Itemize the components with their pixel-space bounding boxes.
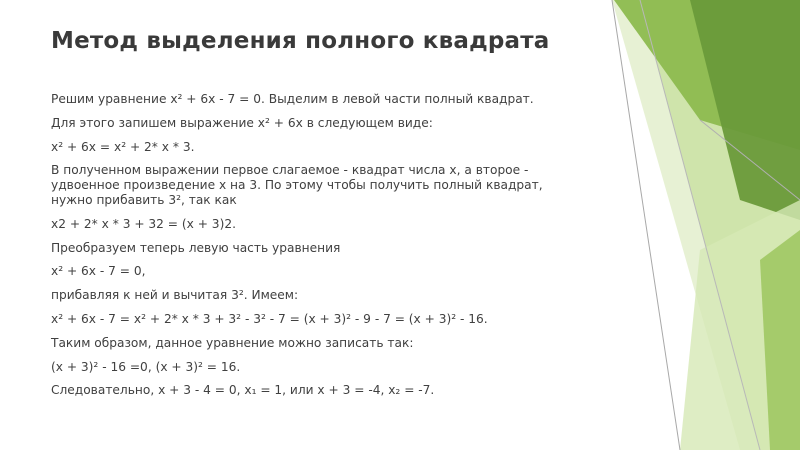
body-line-4: В полученном выражении первое слагаемое - квадрат числа x, а второе - <box>51 163 529 178</box>
body-line-3: x² + 6x = x² + 2* x * 3. <box>51 139 195 154</box>
slide-title: Метод выделения полного квадрата <box>51 28 550 54</box>
slide-body <box>51 92 591 407</box>
body-line-7: x2 + 2* x * 3 + 32 = (x + 3)2. <box>51 216 236 231</box>
body-line-14: Следовательно, x + 3 - 4 = 0, x₁ = 1, или x + 3 = -4, x₂ = -7. <box>51 383 435 398</box>
body-line-10: прибавляя к ней и вычитая 3². Имеем: <box>51 288 299 303</box>
body-line-8: Преобразуем теперь левую часть уравнения <box>51 240 341 255</box>
body-line-9: x² + 6x - 7 = 0, <box>51 264 146 279</box>
body-line-6: нужно прибавить 3², так как <box>51 192 237 207</box>
body-line-13: (x + 3)² - 16 =0, (x + 3)² = 16. <box>51 359 241 374</box>
body-line-1: Решим уравнение x² + 6x - 7 = 0. Выделим в левой части полный квадрат. <box>51 92 534 106</box>
body-line-12: Таким образом, данное уравнение можно записать так: <box>51 335 414 350</box>
body-line-2: Для этого запишем выражение x² + 6x в следующем виде: <box>51 115 433 130</box>
body-line-5: удвоенное произведение x на 3. По этому чтобы получить полный квадрат, <box>51 178 543 193</box>
body-line-11: x² + 6x - 7 = x² + 2* x * 3 + 3² - 3² - 7 = (x + 3)² - 9 - 7 = (x + 3)² - 16. <box>51 311 488 326</box>
